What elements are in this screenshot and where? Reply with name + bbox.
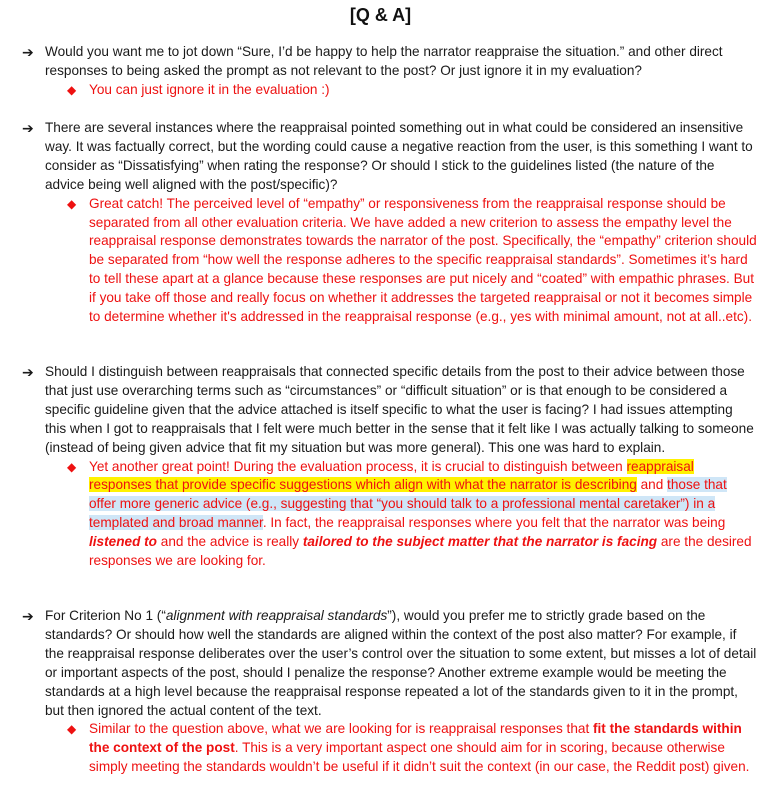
- answer: [67, 458, 757, 571]
- answer-text-part: and: [636, 477, 668, 493]
- answer-text: [89, 721, 749, 774]
- emphasis-text: listened to: [89, 534, 157, 550]
- highlight-blue: those that offer more generic advice (e.g., suggesting that “you should talk to a professional mental caretaker”) in a templated and broad manner: [89, 477, 727, 531]
- qa-item-1: [22, 43, 757, 100]
- answer: [67, 720, 757, 777]
- answer-text-part: . In fact, the reappraisal responses where you felt that the narrator was being: [262, 515, 726, 531]
- emphasis-text: tailored to the subject matter that the narrator is facing: [302, 534, 658, 550]
- answer-text: Great catch! The perceived level of “empathy” or responsiveness from the reappraisal response should be separated from all other evaluation criteria. We have added a new criterion to assess the empathy level the reappraisal response demonstrates towards the narrator of the post. Specifically, the “empathy” criterion should be separated from “how well the response adheres to the specific reappraisal standards”. Sometimes it’s hard to tell these apart at a glance because these responses are put nicely and “coated” with empathic phrases. But if you take off those and really focus on whether it addresses the targeted reappraisal or not it becomes simple to determine whether it's addressed in the reappraisal response (e.g., yes with minimal amount, not at all..etc).: [89, 195, 757, 325]
- qa-item-2: [22, 119, 757, 327]
- answer-text-part: . This is a very important aspect one should aim for in scoring, because otherwise simply meeting the standards wouldn’t be useful if it didn’t suit the context (in our case, the Reddit post) given.: [89, 740, 750, 775]
- question-text-part: ”), would you prefer me to strictly grade based on the standards? Or should how well the standards are aligned within the context of the post also matter? For example, if the reappraisal response deliberates over the user’s control over the situation to some extent, but misses a lot of detail or important aspects of the post, should I penalize the response? Another extreme example would be meeting the standards at a high level because the reappraisal response repeated a lot of the standards given to it in the prompt, but then ignored the actual content of the text.: [45, 608, 757, 718]
- answer-text-part: Yet another great point! During the evaluation process, it is crucial to distinguish between: [89, 458, 627, 474]
- answer-text: You can just ignore it in the evaluation :): [89, 81, 330, 97]
- qa-item-3: [22, 363, 757, 571]
- question-text: Would you want me to jot down “Sure, I’d be happy to help the narrator reappraise the situation.” and other direct responses to being asked the prompt as not relevant to the post? Or just ignore it in my evaluation?: [45, 44, 723, 78]
- diamond-bullet-icon: ◆: [67, 459, 77, 474]
- answer-text-part: are the desired responses we are looking for.: [89, 534, 752, 569]
- arrow-bullet-icon: ➔: [22, 364, 34, 380]
- arrow-bullet-icon: ➔: [22, 44, 34, 60]
- question-text: [45, 607, 757, 720]
- arrow-bullet-icon: ➔: [22, 608, 34, 624]
- answer: [67, 195, 757, 327]
- question-text-part: For Criterion No 1 (“: [45, 608, 166, 623]
- question-text: Should I distinguish between reappraisals that connected specific details from the post to their advice between those that just use overarching terms such as “circumstances” or “difficult situation” or is that enough to be considered a specific guideline given that the advice attached is itself specific to what the user is facing? I had issues attempting this when I got to reappraisals that I felt were much better in the sense that it felt like I was actually talking to someone (instead of being given advice that fit my situation but was more general). This one was hard to explain.: [45, 364, 754, 455]
- question-text: There are several instances where the reappraisal pointed something out in what could be considered an insensitive way. It was factually correct, but the wording could cause a negative reaction from the user, is this something I want to consider as “Dissatisfying” when rating the response? Or should I stick to the guidelines listed (the nature of the advice being well aligned with the post/specific)?: [45, 120, 753, 192]
- answer: [67, 81, 757, 100]
- arrow-bullet-icon: ➔: [22, 120, 34, 136]
- highlight-yellow: reappraisal responses that provide specific suggestions which align with what the narrator is describing: [89, 458, 694, 493]
- diamond-bullet-icon: ◆: [67, 196, 77, 211]
- answer-text: [89, 459, 752, 569]
- answer-text-part: Similar to the question above, what we are looking for is reappraisal responses that: [89, 721, 593, 737]
- qa-item-4: [22, 607, 757, 777]
- answer-text-part: and the advice is really: [156, 534, 303, 550]
- italic-text: alignment with reappraisal standards: [165, 608, 388, 623]
- diamond-bullet-icon: ◆: [67, 82, 77, 97]
- page-title: [Q & A]: [349, 5, 412, 25]
- bold-text: fit the standards within the context of the post: [89, 721, 742, 756]
- diamond-bullet-icon: ◆: [67, 722, 77, 737]
